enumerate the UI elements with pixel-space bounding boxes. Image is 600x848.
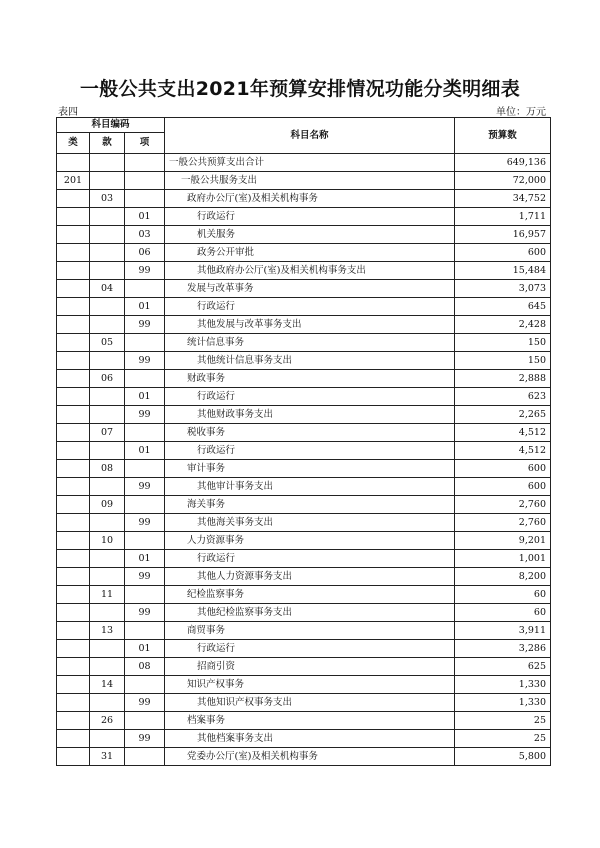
- cell-amount: 16,957: [455, 226, 551, 244]
- table-row: [57, 712, 551, 730]
- cell-amount: 3,911: [455, 622, 551, 640]
- cell-xiang: [125, 154, 165, 172]
- cell-lei: [57, 208, 90, 226]
- cell-kuan: [90, 604, 125, 622]
- table-row: [57, 370, 551, 388]
- table-row: [57, 190, 551, 208]
- table-row: [57, 226, 551, 244]
- cell-lei: [57, 280, 90, 298]
- header-code-group: 科目编码: [57, 118, 165, 133]
- cell-lei: [57, 604, 90, 622]
- cell-amount: 2,888: [455, 370, 551, 388]
- cell-kuan: [90, 730, 125, 748]
- cell-xiang: [125, 748, 165, 766]
- cell-kuan: [90, 550, 125, 568]
- cell-kuan: 10: [90, 532, 125, 550]
- cell-kuan: [90, 694, 125, 712]
- cell-kuan: [90, 514, 125, 532]
- cell-lei: [57, 190, 90, 208]
- cell-xiang: [125, 496, 165, 514]
- table-row: [57, 550, 551, 568]
- cell-lei: [57, 262, 90, 280]
- cell-name: 行政运行: [165, 298, 455, 316]
- cell-kuan: [90, 442, 125, 460]
- cell-lei: [57, 298, 90, 316]
- cell-xiang: 01: [125, 208, 165, 226]
- cell-name: 审计事务: [165, 460, 455, 478]
- cell-name: 政务公开审批: [165, 244, 455, 262]
- cell-xiang: 99: [125, 694, 165, 712]
- table-row: [57, 244, 551, 262]
- cell-lei: [57, 748, 90, 766]
- cell-kuan: 14: [90, 676, 125, 694]
- cell-xiang: 99: [125, 316, 165, 334]
- cell-kuan: 11: [90, 586, 125, 604]
- cell-kuan: [90, 658, 125, 676]
- cell-lei: [57, 586, 90, 604]
- table-row: [57, 748, 551, 766]
- cell-amount: 150: [455, 352, 551, 370]
- cell-name: 财政事务: [165, 370, 455, 388]
- cell-xiang: [125, 280, 165, 298]
- cell-name: 一般公共预算支出合计: [165, 154, 455, 172]
- cell-xiang: [125, 622, 165, 640]
- cell-lei: [57, 568, 90, 586]
- cell-kuan: 06: [90, 370, 125, 388]
- cell-name: 其他审计事务支出: [165, 478, 455, 496]
- cell-xiang: 01: [125, 388, 165, 406]
- cell-name: 其他人力资源事务支出: [165, 568, 455, 586]
- cell-xiang: [125, 370, 165, 388]
- table-row: [57, 460, 551, 478]
- cell-amount: 3,073: [455, 280, 551, 298]
- cell-kuan: 08: [90, 460, 125, 478]
- cell-xiang: 99: [125, 406, 165, 424]
- cell-name: 党委办公厅(室)及相关机构事务: [165, 748, 455, 766]
- cell-lei: 201: [57, 172, 90, 190]
- cell-kuan: 31: [90, 748, 125, 766]
- unit-label: 单位：万元: [496, 107, 546, 118]
- cell-name: 纪检监察事务: [165, 586, 455, 604]
- cell-lei: [57, 694, 90, 712]
- cell-lei: [57, 406, 90, 424]
- header-lei: 类: [57, 133, 90, 154]
- cell-kuan: [90, 568, 125, 586]
- header-name: 科目名称: [165, 118, 455, 154]
- cell-lei: [57, 658, 90, 676]
- table-row: [57, 568, 551, 586]
- cell-xiang: 99: [125, 568, 165, 586]
- page-title: 一般公共支出2021年预算安排情况功能分类明细表: [79, 78, 521, 100]
- cell-kuan: 26: [90, 712, 125, 730]
- cell-amount: 60: [455, 604, 551, 622]
- cell-xiang: [125, 334, 165, 352]
- cell-name: 档案事务: [165, 712, 455, 730]
- cell-amount: 4,512: [455, 442, 551, 460]
- cell-xiang: 06: [125, 244, 165, 262]
- cell-amount: 649,136: [455, 154, 551, 172]
- cell-name: 人力资源事务: [165, 532, 455, 550]
- cell-name: 其他档案事务支出: [165, 730, 455, 748]
- cell-lei: [57, 244, 90, 262]
- cell-lei: [57, 730, 90, 748]
- cell-kuan: [90, 226, 125, 244]
- cell-lei: [57, 316, 90, 334]
- cell-lei: [57, 388, 90, 406]
- cell-kuan: 05: [90, 334, 125, 352]
- cell-amount: 600: [455, 478, 551, 496]
- cell-kuan: [90, 154, 125, 172]
- table-body: [57, 154, 551, 766]
- cell-name: 行政运行: [165, 208, 455, 226]
- cell-name: 政府办公厅(室)及相关机构事务: [165, 190, 455, 208]
- table-row: [57, 640, 551, 658]
- table-row: [57, 532, 551, 550]
- cell-xiang: [125, 532, 165, 550]
- cell-xiang: [125, 586, 165, 604]
- cell-name: 其他海关事务支出: [165, 514, 455, 532]
- cell-lei: [57, 496, 90, 514]
- cell-xiang: [125, 676, 165, 694]
- cell-lei: [57, 370, 90, 388]
- cell-xiang: [125, 712, 165, 730]
- cell-amount: 1,001: [455, 550, 551, 568]
- cell-amount: 8,200: [455, 568, 551, 586]
- cell-name: 其他财政事务支出: [165, 406, 455, 424]
- cell-kuan: [90, 352, 125, 370]
- cell-xiang: 99: [125, 478, 165, 496]
- header-kuan: 款: [90, 133, 125, 154]
- cell-amount: 150: [455, 334, 551, 352]
- cell-lei: [57, 532, 90, 550]
- cell-lei: [57, 550, 90, 568]
- cell-name: 其他知识产权事务支出: [165, 694, 455, 712]
- cell-lei: [57, 640, 90, 658]
- table-row: [57, 280, 551, 298]
- table-row: [57, 694, 551, 712]
- cell-xiang: [125, 172, 165, 190]
- cell-lei: [57, 478, 90, 496]
- cell-amount: 2,265: [455, 406, 551, 424]
- cell-name: 其他政府办公厅(室)及相关机构事务支出: [165, 262, 455, 280]
- table-row: [57, 676, 551, 694]
- cell-lei: [57, 676, 90, 694]
- cell-kuan: 07: [90, 424, 125, 442]
- cell-amount: 15,484: [455, 262, 551, 280]
- table-row: [57, 172, 551, 190]
- table-row: [57, 586, 551, 604]
- cell-lei: [57, 622, 90, 640]
- cell-name: 行政运行: [165, 640, 455, 658]
- cell-xiang: 01: [125, 640, 165, 658]
- cell-xiang: [125, 190, 165, 208]
- cell-amount: 2,760: [455, 496, 551, 514]
- cell-name: 其他纪检监察事务支出: [165, 604, 455, 622]
- table-header: [57, 118, 551, 154]
- cell-kuan: [90, 388, 125, 406]
- table-row: [57, 154, 551, 172]
- cell-lei: [57, 154, 90, 172]
- cell-lei: [57, 334, 90, 352]
- table-row: [57, 334, 551, 352]
- cell-xiang: 01: [125, 442, 165, 460]
- cell-lei: [57, 226, 90, 244]
- cell-amount: 600: [455, 460, 551, 478]
- cell-name: 机关服务: [165, 226, 455, 244]
- cell-amount: 645: [455, 298, 551, 316]
- cell-kuan: 13: [90, 622, 125, 640]
- table-row: [57, 388, 551, 406]
- table-row: [57, 514, 551, 532]
- table-row: [57, 298, 551, 316]
- cell-kuan: [90, 172, 125, 190]
- table-row: [57, 208, 551, 226]
- cell-xiang: 99: [125, 262, 165, 280]
- cell-name: 行政运行: [165, 550, 455, 568]
- cell-amount: 72,000: [455, 172, 551, 190]
- cell-kuan: [90, 406, 125, 424]
- cell-kuan: [90, 244, 125, 262]
- table-row: [57, 658, 551, 676]
- cell-name: 一般公共服务支出: [165, 172, 455, 190]
- cell-amount: 2,428: [455, 316, 551, 334]
- table-row: [57, 316, 551, 334]
- cell-kuan: [90, 208, 125, 226]
- cell-amount: 3,286: [455, 640, 551, 658]
- cell-kuan: [90, 262, 125, 280]
- cell-xiang: 03: [125, 226, 165, 244]
- cell-name: 统计信息事务: [165, 334, 455, 352]
- cell-lei: [57, 424, 90, 442]
- cell-xiang: [125, 460, 165, 478]
- cell-xiang: 01: [125, 298, 165, 316]
- table-row: [57, 496, 551, 514]
- cell-lei: [57, 712, 90, 730]
- table-row: [57, 406, 551, 424]
- cell-amount: 1,330: [455, 694, 551, 712]
- cell-amount: 2,760: [455, 514, 551, 532]
- cell-amount: 5,800: [455, 748, 551, 766]
- cell-name: 其他统计信息事务支出: [165, 352, 455, 370]
- cell-name: 商贸事务: [165, 622, 455, 640]
- cell-amount: 25: [455, 712, 551, 730]
- cell-amount: 4,512: [455, 424, 551, 442]
- table-row: [57, 424, 551, 442]
- cell-amount: 625: [455, 658, 551, 676]
- cell-xiang: 01: [125, 550, 165, 568]
- budget-table: [56, 117, 551, 766]
- cell-amount: 9,201: [455, 532, 551, 550]
- cell-lei: [57, 514, 90, 532]
- cell-amount: 600: [455, 244, 551, 262]
- cell-kuan: [90, 298, 125, 316]
- table-row: [57, 262, 551, 280]
- table-row: [57, 730, 551, 748]
- cell-name: 行政运行: [165, 388, 455, 406]
- table-row: [57, 604, 551, 622]
- cell-name: 发展与改革事务: [165, 280, 455, 298]
- cell-kuan: 04: [90, 280, 125, 298]
- cell-xiang: 99: [125, 352, 165, 370]
- cell-xiang: 99: [125, 604, 165, 622]
- cell-amount: 1,330: [455, 676, 551, 694]
- cell-name: 海关事务: [165, 496, 455, 514]
- table-row: [57, 478, 551, 496]
- cell-name: 其他发展与改革事务支出: [165, 316, 455, 334]
- cell-amount: 623: [455, 388, 551, 406]
- cell-name: 行政运行: [165, 442, 455, 460]
- header-xiang: 项: [125, 133, 165, 154]
- cell-lei: [57, 460, 90, 478]
- cell-kuan: [90, 478, 125, 496]
- cell-amount: 34,752: [455, 190, 551, 208]
- cell-lei: [57, 352, 90, 370]
- cell-xiang: [125, 424, 165, 442]
- table-number: 表四: [58, 107, 78, 118]
- header-amount: 预算数: [455, 118, 551, 154]
- cell-xiang: 99: [125, 730, 165, 748]
- cell-kuan: 03: [90, 190, 125, 208]
- table-row: [57, 622, 551, 640]
- cell-kuan: 09: [90, 496, 125, 514]
- cell-lei: [57, 442, 90, 460]
- cell-name: 招商引资: [165, 658, 455, 676]
- cell-kuan: [90, 640, 125, 658]
- table-row: [57, 442, 551, 460]
- cell-name: 税收事务: [165, 424, 455, 442]
- cell-xiang: 99: [125, 514, 165, 532]
- cell-name: 知识产权事务: [165, 676, 455, 694]
- cell-amount: 60: [455, 586, 551, 604]
- cell-amount: 1,711: [455, 208, 551, 226]
- cell-amount: 25: [455, 730, 551, 748]
- table-row: [57, 352, 551, 370]
- cell-kuan: [90, 316, 125, 334]
- cell-xiang: 08: [125, 658, 165, 676]
